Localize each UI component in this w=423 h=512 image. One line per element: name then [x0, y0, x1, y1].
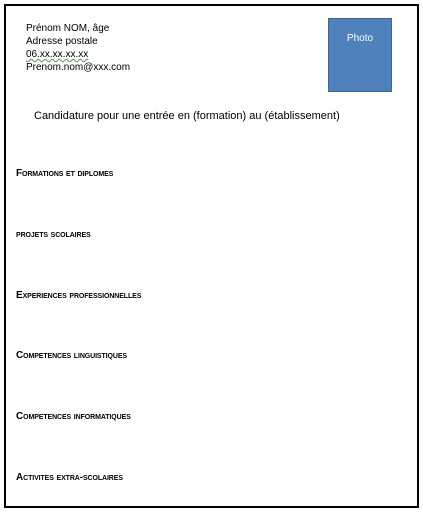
- section-competences-informatiques: Competences informatiques: [16, 411, 131, 422]
- section-formations-diplomes: Formations et diplomes: [16, 168, 114, 179]
- name-age-line: Prénom NOM, âge: [26, 23, 110, 34]
- section-activites-extra-scolaires: Activites extra-scolaires: [16, 472, 123, 483]
- section-experiences-professionnelles: Experiences professionnelles: [16, 290, 142, 301]
- email-address: Prenom.nom@xxx.com: [26, 62, 131, 73]
- photo-placeholder: [328, 18, 392, 92]
- phone-number: 06.xx.xx.xx.xx: [26, 49, 89, 60]
- postal-address: Adresse postale: [26, 36, 98, 47]
- photo-label: Photo: [346, 33, 374, 44]
- page-frame: [4, 4, 419, 508]
- section-competences-linguistiques: Competences linguistiques: [16, 350, 127, 361]
- contact-block: [26, 22, 130, 74]
- section-projets-scolaires: projets scolaires: [16, 229, 91, 240]
- candidature-line: Candidature pour une entrée en (formation) au (établissement): [34, 110, 340, 122]
